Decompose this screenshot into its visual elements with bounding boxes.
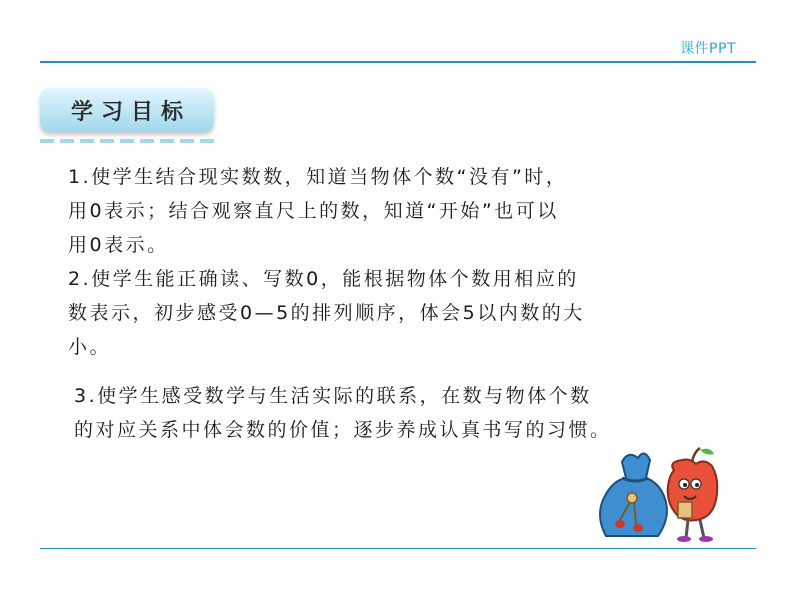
footer-divider: [40, 548, 756, 549]
section-title-badge: [40, 88, 214, 132]
header-divider: [40, 61, 756, 63]
objective-1: 1.使学生结合现实数数，知道当物体个数“没有”时， 用0表示；结合观察直尺上的数，知道“开始”也可以 用0表示。: [68, 166, 568, 256]
title-underline: [40, 139, 218, 143]
money-bag-and-apple-character-icon: [592, 440, 722, 544]
objective-3: 3.使学生感受数学与生活实际的联系，在数与物体个数 的对应关系中体会数的价值；逐步养成认真书写的习惯。: [74, 385, 612, 441]
brand-label: 课件PPT: [680, 41, 736, 57]
section-title: 学习目标: [70, 99, 191, 125]
objective-2: 2.使学生能正确读、写数0，能根据物体个数用相应的 数表示，初步感受0—5的排列顺序，体会5以内数的大 小。: [68, 268, 585, 358]
